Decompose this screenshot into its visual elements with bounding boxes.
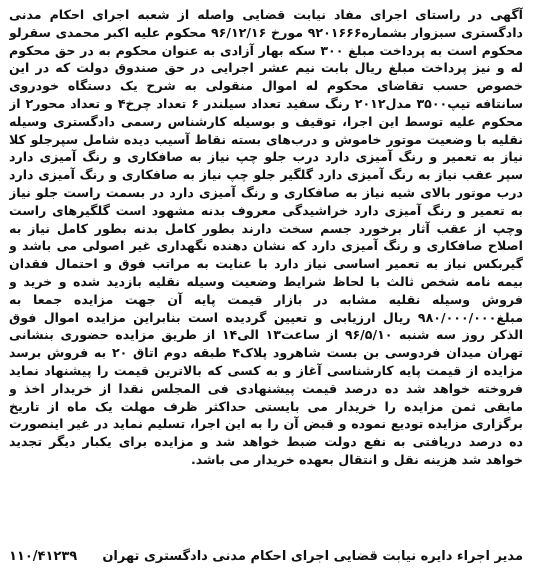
notice-body: آگهی در راستای اجرای مفاد نیابت قضایی واصله از شعبه اجرای احکام مدنی دادگستری سبزوار بشماره۹۲۰۱۶۶۶ مورخ ۹۶/۱۲/۱۶ محکوم علیه اکبر محمدی سقرلو محکوم است به پرداخت مبلغ ۳۰۰ سکه بهار آزادی به عنوان محکوم به در حق محکوم له و نیز پرداخت مبلغ ریال بابت نیم عشر اجرایی در حق صندوق دولت که در این خصوص حسب تقاضای محکوم له اموال منقولی به شرح یک دستگاه خودروی سانتافه تیپ۳۵۰۰ مدل۲۰۱۲ رنگ سفید تعداد سیلندر ۶ تعداد چرخ۴ و تعداد محور۲ از محکوم علیه توسط این اجرا، توقیف و بوسیله کارشناس رسمی دادگستری وسیله نقلیه با وضعیت موتور خاموش و درب‌های بسته نقاط آسیب دیده شامل سپرجلو کلا نیاز به تعمیر و رنگ آمیزی دارد درب جلو چپ نیاز به صافکاری و رنگ آمیزی دارد سپر عقب نیاز به رنگ آمیزی دارد گلگیر جلو چپ نیاز به صافکاری و رنگ آمیزی دارد درب موتور بالای شیه نیاز به صافکاری و رنگ آمیزی دارد در بسمت راست جلو نیاز به تعمیر و رنگ آمیزی دارد خراشیدگی معروف بدنه مشهود است گلگیرهای راست وچپ از عقب آثار برخورد جسم سخت دارند بطور کامل بدنه بطور کامل نیاز به اصلاح صافکاری و رنگ آمیزی دارد که نشان دهنده نگهداری غیر اصولی می باشد و گیربکس نیاز به تعمیر اساسی نیاز دارد با عنایت به مراتب فوق و احتمال فقدان بیمه نامه شخص ثالث با لحاظ شرایط وضعیت وسیله نقلیه بازدید شده و خرید و فروش وسیله نقلیه مشابه در بازار قیمت پایه آن جهت مزایده جمعا به مبلغ۹۸۰/۰۰۰/۰۰۰ ریال ارزیابی و تعیین گردیده است بنابراین مزایده اموال فوق الذکر روز سه شنبه ۹۶/۵/۱۰ از ساعت۱۳ الی۱۴ از طریق مزایده حضوری بنشانی تهران میدان فردوسی بن بست شاهرود پلاک۴ طبقه دوم اتاق ۲۰ به فروش برسد مزایده از قیمت پایه کارشناسی آغاز و به کسی که بالاترین قیمت را پیشنهاد نماید فروخته خواهد شد ده درصد قیمت پیشنهادی فی المجلس نقدا از خریدار اخذ و مابقی ثمن مزایده را خریدار می بایستی حداکثر ظرف مهلت یک ماه از تاریخ برگزاری مزایده تودیع نموده و قبض آن را به این اجرا، تسلیم نماید در غیر اینصورت ده درصد دریافتی به نفع دولت ضبط خواهد شد و مزایده برای یکبار دیگر تجدید خواهد شد هزینه نقل و انتقال بعهده خریدار می باشد. <box>9 7 523 467</box>
notice-footer <box>9 549 523 564</box>
legal-notice <box>9 6 523 568</box>
notice-signature: مدیر اجراء دایره نیابت قضایی اجرای احکام مدنی دادگستری تهران <box>102 549 523 564</box>
notice-number: ۱۱۰/۴۱۲۳۹ <box>9 549 78 564</box>
